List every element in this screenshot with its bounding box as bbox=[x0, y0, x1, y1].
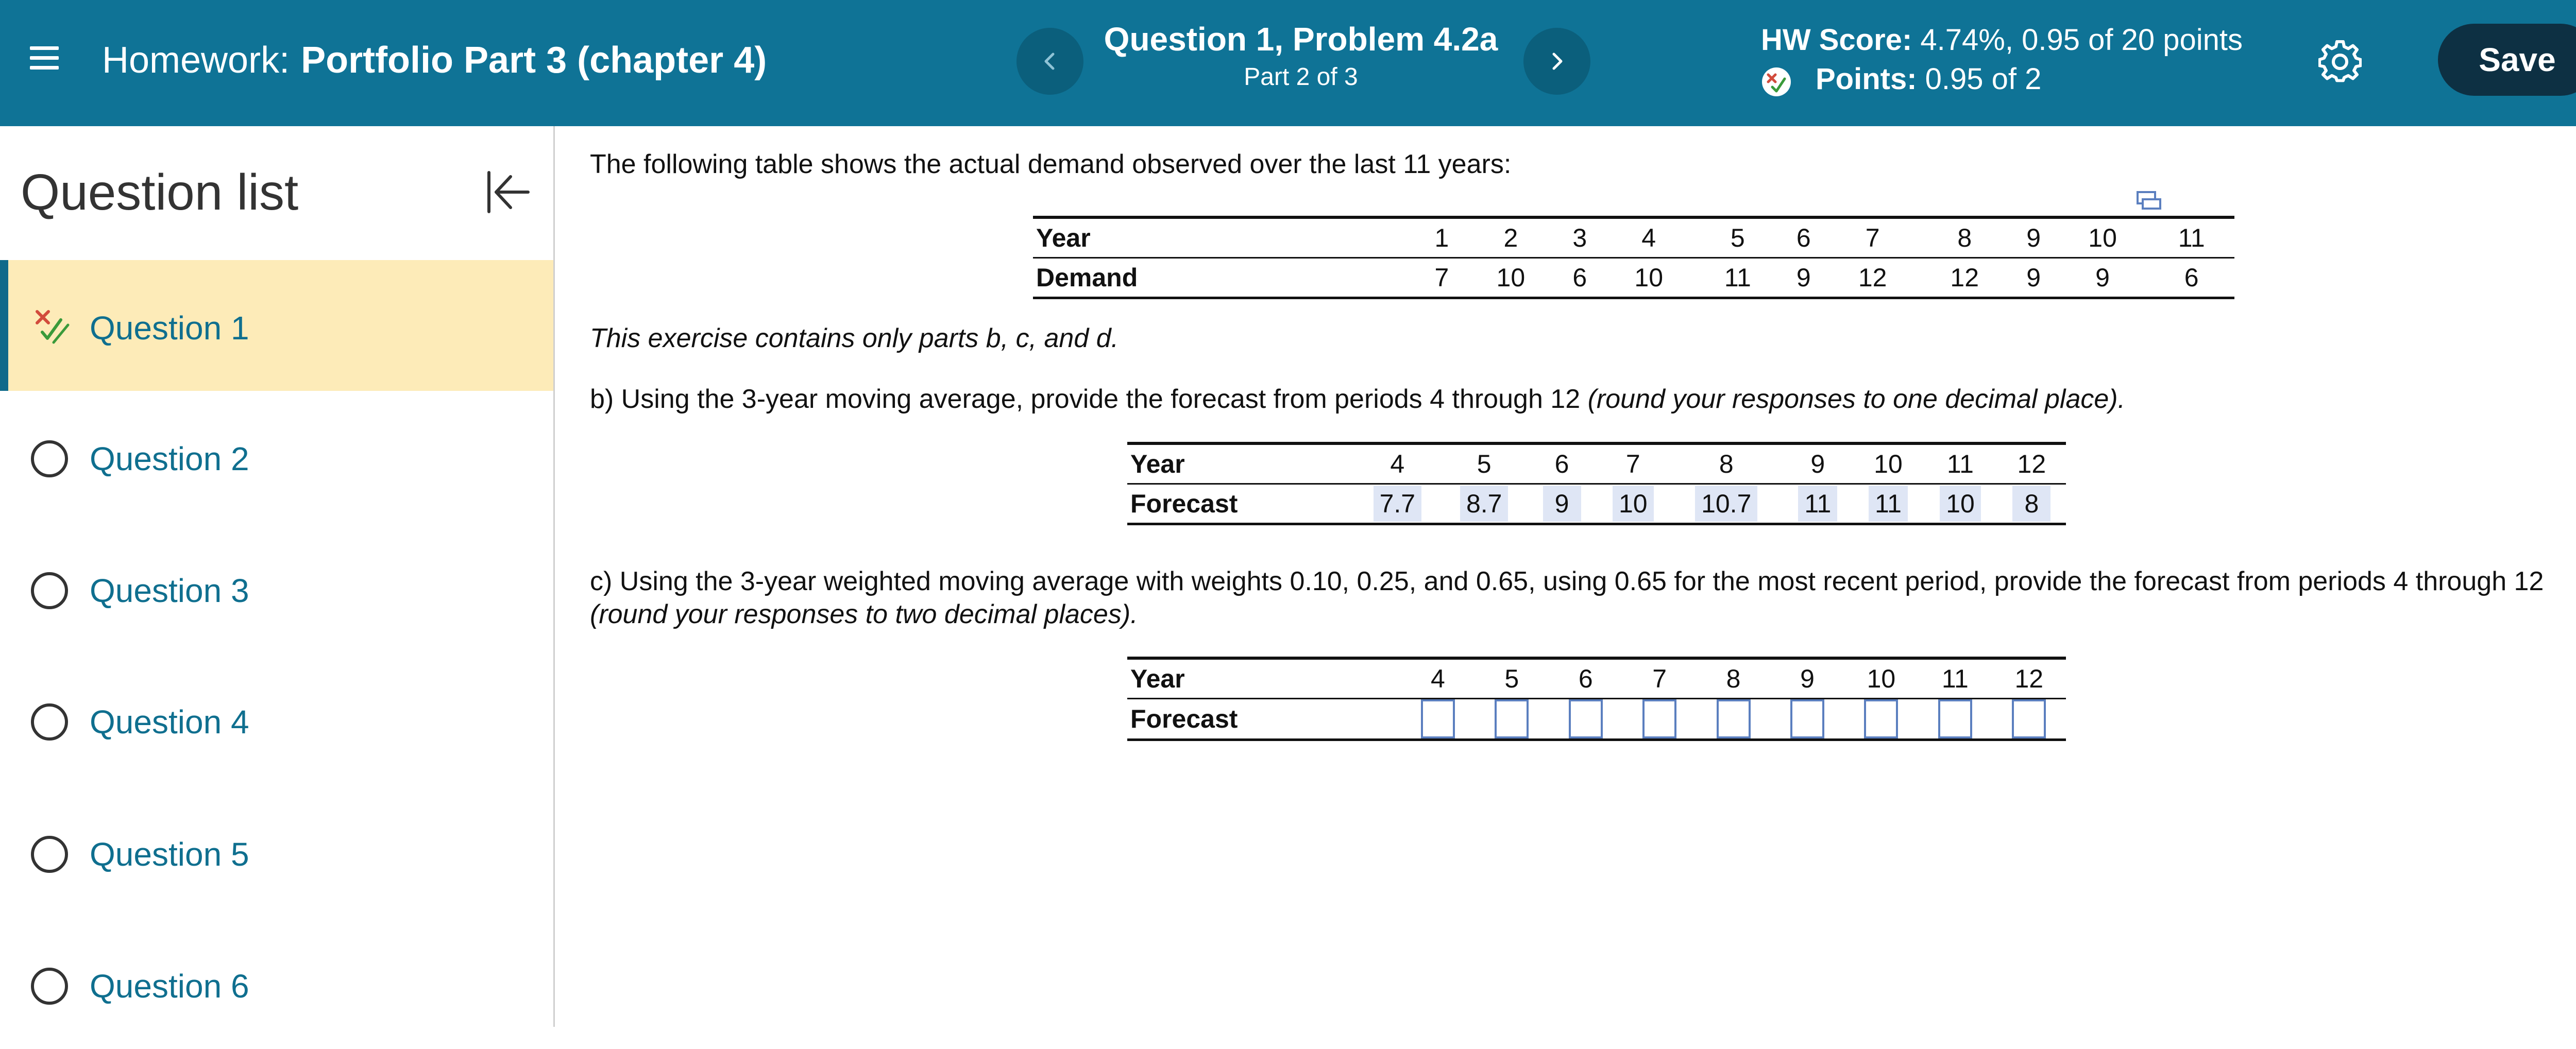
forecast-cell bbox=[1401, 698, 1475, 740]
part-b-rounding: (round your responses to one decimal place). bbox=[1587, 384, 2126, 414]
answer-value: 11 bbox=[1798, 486, 1837, 522]
part-c-year-row bbox=[1127, 658, 2066, 698]
forecast-input[interactable] bbox=[2012, 699, 2046, 738]
question-item-label: Question 3 bbox=[90, 572, 249, 609]
demand-cell: 7 bbox=[1419, 257, 1465, 298]
question-content bbox=[590, 126, 2576, 1027]
forecast-cell bbox=[1475, 698, 1549, 740]
demand-table-year-row bbox=[1033, 217, 2234, 257]
year-cell: 10 bbox=[1844, 658, 1918, 698]
question-item-6[interactable] bbox=[0, 918, 553, 1049]
forecast-cell bbox=[1770, 698, 1844, 740]
answer-value: 10 bbox=[1613, 486, 1654, 522]
row-header: Forecast bbox=[1127, 484, 1354, 524]
forecast-cell bbox=[1596, 484, 1670, 524]
forecast-cell bbox=[1528, 484, 1596, 524]
save-button[interactable]: Save bbox=[2438, 24, 2576, 96]
part-b-text bbox=[590, 383, 2125, 416]
question-list-heading: Question list bbox=[21, 164, 299, 220]
forecast-cell bbox=[1997, 484, 2066, 524]
part-c-prompt: c) Using the 3-year weighted moving average with weights 0.10, 0.25, and 0.65, using 0.65 for the most recent period, provide the forecast from periods 4 through 12 bbox=[590, 566, 2544, 596]
year-cell: 6 bbox=[1781, 217, 1826, 257]
hw-score-label: HW Score: bbox=[1761, 23, 1912, 57]
question-item-5[interactable] bbox=[0, 786, 553, 917]
year-cell: 9 bbox=[2011, 217, 2057, 257]
demand-cell: 10 bbox=[1465, 257, 1557, 298]
forecast-cell bbox=[1441, 484, 1528, 524]
partial-credit-icon bbox=[1761, 66, 1792, 97]
part-c-table bbox=[1127, 657, 2066, 741]
forecast-cell bbox=[1622, 698, 1696, 740]
hw-score bbox=[1761, 21, 2243, 60]
answer-value: 10.7 bbox=[1695, 486, 1757, 522]
part-b-table bbox=[1127, 442, 2066, 525]
question-item-3[interactable] bbox=[0, 523, 553, 654]
question-part: Part 2 of 3 bbox=[1244, 63, 1358, 91]
row-header: Forecast bbox=[1127, 698, 1401, 740]
circle-icon bbox=[31, 572, 68, 609]
question-item-label: Question 1 bbox=[90, 309, 249, 347]
year-cell: 8 bbox=[1670, 443, 1783, 484]
answer-value: 8 bbox=[2012, 486, 2050, 522]
note-italic: This exercise contains only parts b, c, and d. bbox=[590, 323, 1119, 353]
circle-icon bbox=[31, 968, 68, 1005]
demand-cell: 6 bbox=[1557, 257, 1603, 298]
forecast-input[interactable] bbox=[1495, 699, 1529, 738]
forecast-input[interactable] bbox=[1790, 699, 1824, 738]
top-header bbox=[0, 0, 2576, 126]
row-header: Year bbox=[1033, 217, 1419, 257]
partial-credit-icon bbox=[27, 302, 73, 349]
menu-icon[interactable] bbox=[27, 40, 64, 77]
demand-cell: 10 bbox=[1603, 257, 1695, 298]
year-cell: 11 bbox=[1923, 443, 1997, 484]
hw-score-value: 4.74%, 0.95 of 20 points bbox=[1920, 23, 2243, 57]
forecast-cell bbox=[1923, 484, 1997, 524]
demand-cell: 9 bbox=[2011, 257, 2057, 298]
chevron-left-icon bbox=[1040, 51, 1060, 72]
homework-title-prefix: Homework: bbox=[102, 40, 290, 81]
year-cell: 5 bbox=[1441, 443, 1528, 484]
year-cell: 2 bbox=[1465, 217, 1557, 257]
points-label: Points: bbox=[1816, 62, 1917, 96]
question-title: Question 1, Problem 4.2a bbox=[1104, 21, 1498, 58]
row-header: Demand bbox=[1033, 257, 1419, 298]
expand-icon[interactable] bbox=[2136, 187, 2162, 214]
year-cell: 10 bbox=[1853, 443, 1924, 484]
question-list-sidebar bbox=[0, 126, 555, 1027]
previous-question-button[interactable] bbox=[1016, 28, 1083, 95]
forecast-input[interactable] bbox=[1421, 699, 1455, 738]
part-c-forecast-row bbox=[1127, 698, 2066, 740]
forecast-input[interactable] bbox=[1717, 699, 1751, 738]
homework-title-name: Portfolio Part 3 (chapter 4) bbox=[301, 40, 767, 81]
forecast-cell bbox=[1853, 484, 1924, 524]
chevron-right-icon bbox=[1547, 51, 1567, 72]
year-cell: 4 bbox=[1401, 658, 1475, 698]
forecast-input[interactable] bbox=[1938, 699, 1972, 738]
forecast-input[interactable] bbox=[1569, 699, 1603, 738]
answer-value: 9 bbox=[1543, 486, 1581, 522]
year-cell: 6 bbox=[1528, 443, 1596, 484]
forecast-cell bbox=[1844, 698, 1918, 740]
forecast-cell bbox=[1549, 698, 1622, 740]
question-item-label: Question 2 bbox=[90, 440, 249, 477]
question-item-label: Question 5 bbox=[90, 836, 249, 873]
part-c-text bbox=[590, 565, 2576, 631]
year-cell: 11 bbox=[2148, 217, 2234, 257]
part-c-rounding: (round your responses to two decimal places). bbox=[590, 599, 1138, 629]
forecast-input[interactable] bbox=[1642, 699, 1676, 738]
note-text bbox=[590, 322, 1118, 355]
score-block bbox=[1761, 21, 2243, 99]
year-cell: 9 bbox=[1783, 443, 1853, 484]
year-cell: 12 bbox=[1997, 443, 2066, 484]
year-cell: 9 bbox=[1770, 658, 1844, 698]
row-header: Year bbox=[1127, 443, 1354, 484]
forecast-cell bbox=[1670, 484, 1783, 524]
answer-value: 10 bbox=[1940, 486, 1981, 522]
forecast-input[interactable] bbox=[1864, 699, 1898, 738]
year-cell: 7 bbox=[1826, 217, 1919, 257]
demand-cell: 9 bbox=[1781, 257, 1826, 298]
question-item-1[interactable] bbox=[0, 260, 553, 391]
demand-cell: 11 bbox=[1694, 257, 1781, 298]
year-cell: 12 bbox=[1992, 658, 2066, 698]
demand-cell: 12 bbox=[1919, 257, 2011, 298]
year-cell: 3 bbox=[1557, 217, 1603, 257]
question-indicator bbox=[1087, 19, 1515, 93]
demand-cell: 12 bbox=[1826, 257, 1919, 298]
year-cell: 5 bbox=[1694, 217, 1781, 257]
question-item-2[interactable] bbox=[0, 391, 553, 522]
part-b-year-row bbox=[1127, 443, 2066, 484]
year-cell: 7 bbox=[1596, 443, 1670, 484]
answer-value: 11 bbox=[1869, 486, 1908, 522]
forecast-cell bbox=[1783, 484, 1853, 524]
demand-table bbox=[1033, 216, 2234, 299]
forecast-cell bbox=[1697, 698, 1770, 740]
year-cell: 11 bbox=[1918, 658, 1992, 698]
part-b-forecast-row bbox=[1127, 484, 2066, 524]
circle-icon bbox=[31, 703, 68, 741]
year-cell: 7 bbox=[1622, 658, 1696, 698]
year-cell: 5 bbox=[1475, 658, 1549, 698]
year-cell: 4 bbox=[1603, 217, 1695, 257]
part-b-prompt: b) Using the 3-year moving average, provide the forecast from periods 4 through 12 bbox=[590, 384, 1588, 414]
demand-table-demand-row bbox=[1033, 257, 2234, 298]
collapse-sidebar-icon[interactable] bbox=[482, 166, 533, 218]
year-cell: 8 bbox=[1919, 217, 2011, 257]
next-question-button[interactable] bbox=[1523, 28, 1590, 95]
question-item-label: Question 6 bbox=[90, 968, 249, 1005]
year-cell: 6 bbox=[1549, 658, 1622, 698]
answer-value: 7.7 bbox=[1374, 486, 1422, 522]
homework-title bbox=[102, 37, 767, 83]
demand-cell: 6 bbox=[2148, 257, 2234, 298]
intro-text: The following table shows the actual demand observed over the last 11 years: bbox=[590, 149, 1512, 179]
circle-icon bbox=[31, 836, 68, 873]
year-cell: 8 bbox=[1697, 658, 1770, 698]
answer-value: 8.7 bbox=[1460, 486, 1509, 522]
gear-icon[interactable] bbox=[2318, 40, 2362, 83]
forecast-cell bbox=[1918, 698, 1992, 740]
year-cell: 4 bbox=[1354, 443, 1440, 484]
question-item-4[interactable] bbox=[0, 654, 553, 785]
question-item-label: Question 4 bbox=[90, 703, 249, 741]
year-cell: 10 bbox=[2057, 217, 2149, 257]
year-cell: 1 bbox=[1419, 217, 1465, 257]
demand-cell: 9 bbox=[2057, 257, 2149, 298]
points bbox=[1761, 60, 2243, 99]
row-header: Year bbox=[1127, 658, 1401, 698]
forecast-cell bbox=[1354, 484, 1440, 524]
points-value: 0.95 of 2 bbox=[1925, 62, 2042, 96]
forecast-cell bbox=[1992, 698, 2066, 740]
circle-icon bbox=[31, 440, 68, 477]
